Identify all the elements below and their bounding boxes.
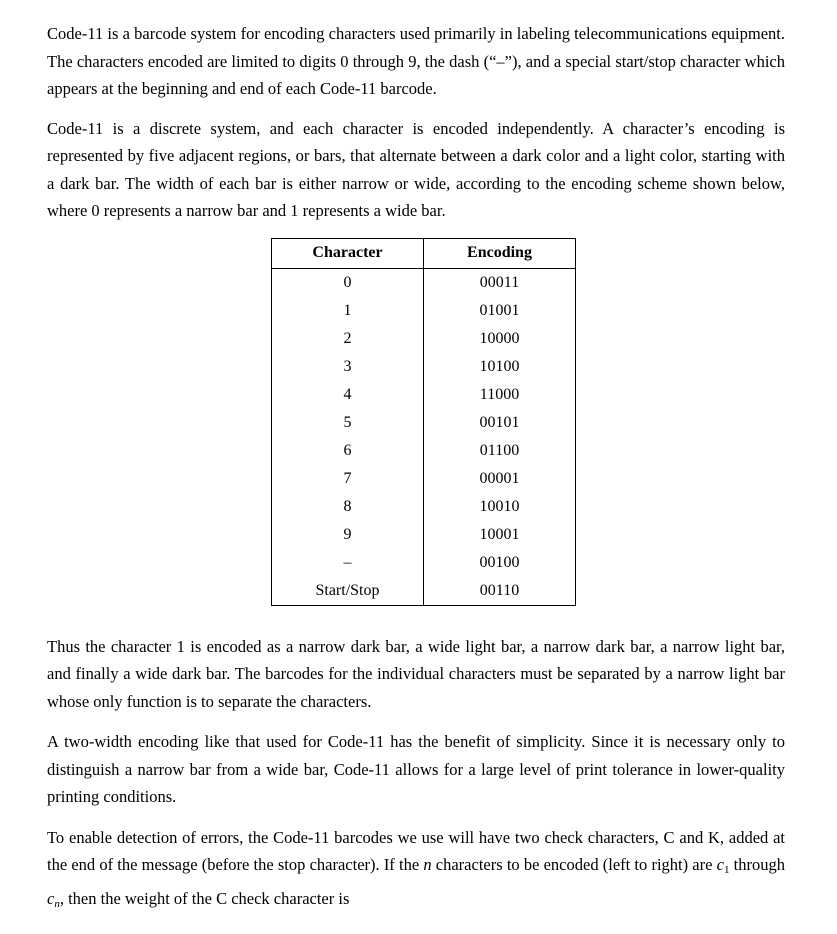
- table-row: [272, 549, 576, 577]
- cell-encoding: 00110: [424, 577, 576, 606]
- p5-var-c1-subscript: 1: [723, 864, 730, 876]
- p5-var-cn-subscript: n: [54, 897, 60, 910]
- cell-encoding: 11000: [424, 381, 576, 409]
- cell-character: 2: [272, 325, 424, 353]
- p5-text-c: through: [729, 855, 785, 874]
- table-row: [272, 325, 576, 353]
- cell-character: –: [272, 549, 424, 577]
- cell-encoding: 00001: [424, 465, 576, 493]
- cell-encoding: 00100: [424, 549, 576, 577]
- p5-text-a: To enable detection of errors, the Code-11 barcodes we use will have two check characters, C and K, added at the end of the message (before the stop character). If the: [47, 827, 785, 874]
- header-encoding: Encoding: [424, 238, 576, 268]
- cell-encoding: 00011: [424, 268, 576, 297]
- cell-character: Start/Stop: [272, 577, 424, 606]
- cell-encoding: 01001: [424, 297, 576, 325]
- cell-character: 5: [272, 409, 424, 437]
- cell-character: 6: [272, 437, 424, 465]
- table-row: [272, 577, 576, 606]
- cell-encoding: 10000: [424, 325, 576, 353]
- p5-text-d: , then the weight of the C check character is: [59, 888, 350, 908]
- header-character: Character: [272, 238, 424, 268]
- table-row: [272, 353, 576, 381]
- p5-var-c1: c: [716, 855, 724, 874]
- paragraph-check-characters: [47, 824, 785, 919]
- paragraph-discrete-system: Code-11 is a discrete system, and each character is encoded independently. A character’s encoding is represented by five adjacent regions, or bars, that alternate between a dark color and a light color, starting with a dark bar. The width of each bar is either narrow or wide, according to the encoding scheme shown below, where 0 represents a narrow bar and 1 represents a wide bar.: [47, 118, 785, 220]
- table-row: [272, 409, 576, 437]
- cell-character: 7: [272, 465, 424, 493]
- cell-character: 0: [272, 268, 424, 297]
- cell-encoding: 10100: [424, 353, 576, 381]
- p5-var-n: n: [423, 855, 432, 874]
- table-row: [272, 381, 576, 409]
- table-row: [272, 297, 576, 325]
- p5-var-cn: c: [47, 888, 55, 908]
- cell-character: 8: [272, 493, 424, 521]
- cell-encoding: 00101: [424, 409, 576, 437]
- cell-character: 3: [272, 353, 424, 381]
- cell-encoding: 10001: [424, 521, 576, 549]
- cell-character: 4: [272, 381, 424, 409]
- paragraph-two-width-benefit: A two-width encoding like that used for Code-11 has the benefit of simplicity. Since it is necessary only to distinguish a narrow bar from a wide bar, Code-11 allows for a large level of print tolerance in lower-quality printing conditions.: [47, 732, 785, 806]
- document-page: [47, 20, 785, 918]
- cell-character: 9: [272, 521, 424, 549]
- encoding-table: [271, 238, 576, 606]
- p5-text-b: characters to be encoded (left to right) are: [431, 855, 717, 874]
- table-row: [272, 521, 576, 549]
- table-row: [272, 437, 576, 465]
- cell-encoding: 10010: [424, 493, 576, 521]
- cell-encoding: 01100: [424, 437, 576, 465]
- cell-character: 1: [272, 297, 424, 325]
- table-row: [272, 268, 576, 297]
- table-row: [272, 493, 576, 521]
- table-row: [272, 465, 576, 493]
- table-header-row: [272, 238, 576, 268]
- paragraph-character-one-example: Thus the character 1 is encoded as a narrow dark bar, a wide light bar, a narrow dark bar, a narrow light bar, and finally a wide dark bar. The barcodes for the individual characters must be separated by a narrow light bar whose only function is to separate the characters.: [47, 636, 785, 711]
- paragraph-intro: Code-11 is a barcode system for encoding characters used primarily in labeling telecommunications equipment. The characters encoded are limited to digits 0 through 9, the dash (“–”), and a special start/stop character which appears at the beginning and end of each Code-11 barcode.: [47, 24, 785, 98]
